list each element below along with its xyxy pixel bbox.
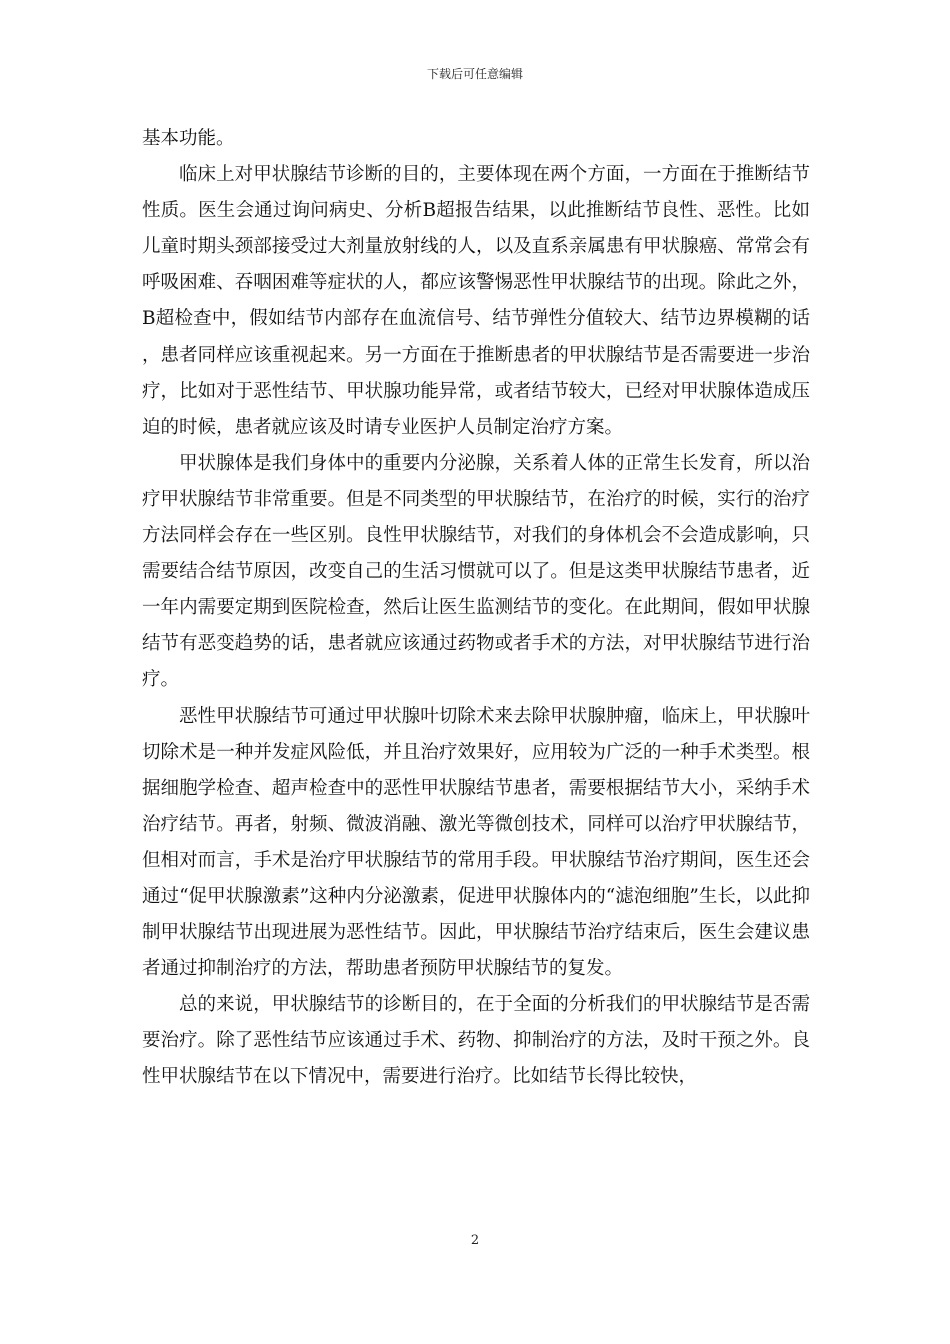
paragraph-malignant-treatment: 恶性甲状腺结节可通过甲状腺叶切除术来去除甲状腺肿瘤，临床上，甲状腺叶切除术是一种并发症风险低，并且治疗效果好，应用较为广泛的一种手术类型。根据细胞学检查、超声检查中的恶性甲状腺结节患者，需要根据结节大小，采纳手术治疗结节。再者，射频、微波消融、激光等微创技术，同样可以治疗甲状腺结节，但相对而言，手术是治疗甲状腺结节的常用手段。甲状腺结节治疗期间，医生还会通过“促甲状腺激素”这种内分泌激素，促进甲状腺体内的“滤泡细胞”生长，以此抑制甲状腺结节出现进展为恶性结节。因此，甲状腺结节治疗结束后，医生会建议患者通过抑制治疗的方法，帮助患者预防甲状腺结节的复发。 (142, 705, 810, 980)
page-number: 2 (470, 1233, 480, 1248)
paragraph-thyroid-importance: 甲状腺体是我们身体中的重要内分泌腺，关系着人体的正常生长发育，所以治疗甲状腺结节非常重要。但是不同类型的甲状腺结节，在治疗的时候，实行的治疗方法同样会存在一些区别。良性甲状腺结节，对我们的身体机会不会造成影响，只需要结合结节原因，改变自己的生活习惯就可以了。但是这类甲状腺结节患者，近一年内需要定期到医院检查，然后让医生监测结节的变化。在此期间，假如甲状腺结节有恶变趋势的话，患者就应该通过药物或者手术的方法，对甲状腺结节进行治疗。 (142, 452, 810, 691)
document-body (142, 121, 810, 1096)
page-header: 下载后可任意编辑 (426, 67, 523, 81)
paragraph-summary: 总的来说，甲状腺结节的诊断目的，在于全面的分析我们的甲状腺结节是否需要治疗。除了恶性结节应该通过手术、药物、抑制治疗的方法，及时干预之外。良性甲状腺结节在以下情况中，需要进行治疗。比如结节长得比较快， (142, 994, 810, 1088)
paragraph-diagnosis-purpose: 临床上对甲状腺结节诊断的目的，主要体现在两个方面，一方面在于推断结节性质。医生会通过询问病史、分析B超报告结果，以此推断结节良性、恶性。比如儿童时期头颈部接受过大剂量放射线的人，以及直系亲属患有甲状腺癌、常常会有呼吸困难、吞咽困难等症状的人，都应该警惕恶性甲状腺结节的出现。除此之外，B超检查中，假如结节内部存在血流信号、结节弹性分值较大、结节边界模糊的话，患者同样应该重视起来。另一方面在于推断患者的甲状腺结节是否需要进一步治疗，比如对于恶性结节、甲状腺功能异常，或者结节较大，已经对甲状腺体造成压迫的时候，患者就应该及时请专业医护人员制定治疗方案。 (142, 164, 810, 438)
paragraph-continuation: 基本功能。 (142, 128, 235, 149)
